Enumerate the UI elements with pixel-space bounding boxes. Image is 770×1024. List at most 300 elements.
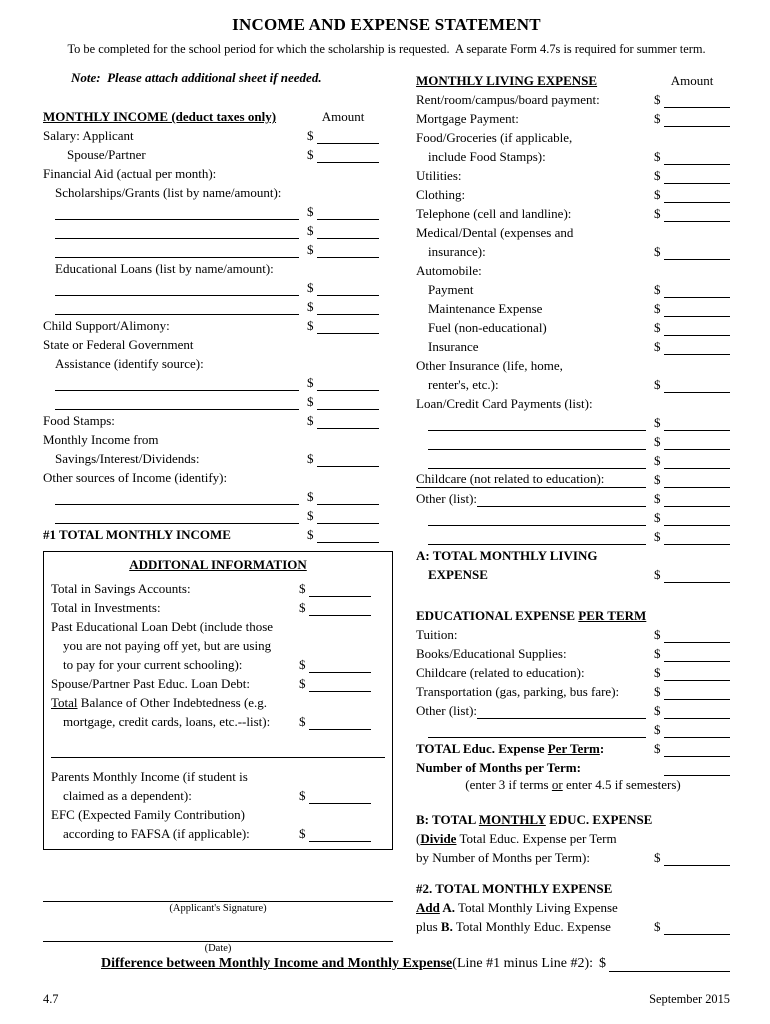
amount-field [654,338,730,355]
months-field [654,762,730,776]
form-row [416,241,730,260]
dollar-sign: $ [654,722,661,737]
form-row [416,681,730,700]
dollar-sign: $ [654,627,661,642]
field-label: include Food Stamps): [428,149,546,164]
form-row [43,353,393,372]
amount-line[interactable] [309,583,371,597]
amount-field [299,675,371,692]
page-title: INCOME AND EXPENSE STATEMENT [232,15,541,34]
dollar-sign: $ [307,223,314,238]
dollar-sign: $ [307,375,314,390]
field-label: Other Insurance (life, home, [416,358,563,373]
amount-line[interactable] [664,493,730,507]
field-label: Total in Savings Accounts: [51,581,191,596]
field-label: Childcare (related to education): [416,665,585,680]
form-row [416,336,730,355]
amount-line[interactable] [664,417,730,431]
form-row [51,692,385,711]
dollar-sign: $ [299,581,306,596]
dollar-sign: $ [654,850,661,865]
field-label: Scholarships/Grants (list by name/amount): [55,185,282,200]
difference-rest: (Line #1 minus Line #2): [452,956,594,971]
b-total-heading [416,811,652,828]
write-in-line[interactable] [55,282,299,296]
total-rest: Balance of Other Indebtedness (e.g. [77,695,268,710]
field-label: Tuition: [416,627,458,642]
form-columns [43,70,730,954]
form-row [416,719,730,738]
field-label: Rent/room/campus/board payment: [416,92,600,107]
a-total-row1 [416,545,730,564]
months-hint [416,776,730,795]
write-in-line[interactable] [55,225,299,239]
amount-line[interactable] [309,659,371,673]
field-label: Transportation (gas, parking, bus fare): [416,684,620,699]
form-row [43,182,393,201]
amount-field [307,374,379,391]
dollar-sign: $ [654,377,661,392]
dollar-sign: $ [654,453,661,468]
amount-field [654,300,730,317]
amount-line[interactable] [317,510,379,524]
months-per-term-label: Number of Months per Term: [416,760,581,775]
form-row [51,739,385,758]
amount-column-header: Amount [321,109,365,124]
amount-field [654,167,730,184]
form-row [51,578,385,597]
amount-line[interactable] [664,667,730,681]
field-label: Telephone (cell and landline): [416,206,572,221]
dollar-sign: $ [654,415,661,430]
form-row [416,507,730,526]
dollar-sign: $ [299,657,306,672]
amount-line[interactable] [317,225,379,239]
write-in-line[interactable] [55,510,299,524]
amount-line[interactable] [317,529,379,543]
total2-heading-row [416,878,730,897]
form-row [416,222,730,241]
amount-line[interactable] [317,130,379,144]
dollar-sign: $ [307,451,314,466]
amount-line[interactable] [664,512,730,526]
form-row [416,165,730,184]
a-letter: A. [439,900,456,915]
amount-line[interactable] [664,724,730,738]
field-label: Fuel (non-educational) [428,320,547,335]
form-row [43,410,393,429]
write-in-line[interactable] [428,724,646,738]
form-row [43,429,393,448]
form-row [416,374,730,393]
amount-field [307,146,379,163]
total2-line1-rest: Total Monthly Living Expense [455,900,618,915]
b-heading-monthly: MONTHLY [478,812,546,827]
additional-information-heading-row [51,557,385,578]
field-label: to pay for your current schooling): [63,657,243,672]
amount-line[interactable] [664,531,730,545]
dollar-sign: $ [654,684,661,699]
dollar-sign: $ [307,147,314,162]
amount-line[interactable] [664,852,730,866]
dollar-sign: $ [654,434,661,449]
amount-line[interactable] [664,686,730,700]
amount-field [654,281,730,298]
write-in-line[interactable] [428,512,646,526]
form-row [416,89,730,108]
amount-field [307,203,379,220]
revision-date: September 2015 [649,992,730,1006]
field-label: Salary: Applicant [43,128,134,143]
dollar-sign: $ [307,413,314,428]
form-row [51,597,385,616]
form-row [51,635,385,654]
dollar-sign: $ [599,956,607,971]
dollar-sign: $ [654,472,661,487]
amount-field [654,664,730,681]
field-label: you are not paying off yet, but are using [63,638,272,653]
dollar-sign: $ [654,741,661,756]
amount-line[interactable] [317,320,379,334]
dollar-sign: $ [654,244,661,259]
amount-line[interactable] [317,377,379,391]
amount-line[interactable] [664,455,730,469]
field-label: Child Support/Alimony: [43,318,170,333]
educational-expense-heading [416,607,646,624]
dollar-sign: $ [299,676,306,691]
amount-field [307,298,379,315]
b-heading-post: EDUC. EXPENSE [545,812,653,827]
amount-field [307,526,379,543]
total-monthly-income-row [43,524,393,543]
dollar-sign: $ [307,128,314,143]
date-line[interactable] [43,926,393,942]
b-line1-rest: Total Educ. Expense per Term [456,831,617,846]
write-in-line[interactable] [55,244,299,258]
amount-line[interactable] [664,151,730,165]
form-row [43,486,393,505]
field-label: Clothing: [416,187,466,202]
form-row [416,298,730,317]
amount-field [654,683,730,700]
field-label: Educational Loans (list by name/amount): [55,261,274,276]
amount-field [299,580,371,597]
amount-line[interactable] [664,322,730,336]
dollar-sign: $ [654,529,661,544]
amount-field [654,243,730,260]
field-label: according to FAFSA (if applicable): [63,826,250,841]
amount-line[interactable] [317,453,379,467]
field-label: Other (list): [416,491,478,506]
field-label: Automobile: [416,263,482,278]
form-row [43,239,393,258]
form-row [416,127,730,146]
form-row [416,431,730,450]
field-label: Medical/Dental (expenses and [416,225,574,240]
form-row [51,654,385,673]
amount-line[interactable] [309,716,371,730]
field-label: Insurance [428,339,479,354]
amount-line[interactable] [317,491,379,505]
form-row [416,146,730,165]
amount-field [307,393,379,410]
amount-line[interactable] [664,436,730,450]
amount-field [307,450,379,467]
form-row [43,372,393,391]
amount-field [307,241,379,258]
write-in-line[interactable] [51,744,385,758]
dollar-sign: $ [654,301,661,316]
dollar-sign: $ [654,282,661,297]
amount-field [307,507,379,524]
total2-line2-label [416,918,611,935]
amount-line[interactable] [317,396,379,410]
field-label: Monthly Income from [43,432,159,447]
amount-field [654,186,730,203]
total-educ-per-term: Per Term [547,741,600,756]
field-label: Utilities: [416,168,462,183]
amount-field [654,702,730,719]
amount-field [307,412,379,429]
dollar-sign: $ [654,491,661,506]
total2-line2-rest: Total Monthly Educ. Expense [452,919,611,934]
page-footer [43,992,730,1007]
hint-pre: (enter 3 if terms [465,777,552,792]
dollar-sign: $ [654,92,661,107]
amount-line[interactable] [664,284,730,298]
dollar-sign: $ [654,646,661,661]
form-row [51,673,385,692]
form-row [416,317,730,336]
form-row [416,662,730,681]
form-row [43,201,393,220]
field-label: Spouse/Partner [67,147,146,162]
amount-line[interactable] [317,415,379,429]
amount-field [654,918,730,935]
amount-line[interactable] [317,206,379,220]
b-heading-pre: B: TOTAL [416,812,479,827]
amount-line[interactable] [664,341,730,355]
field-label: Food Stamps: [43,413,115,428]
amount-field [654,509,730,526]
amount-field [654,110,730,127]
amount-line[interactable] [309,828,371,842]
form-number: 4.7 [43,992,59,1006]
applicant-signature-line[interactable] [43,886,393,902]
form-row [43,163,393,182]
educational-expense-header-row [416,605,730,624]
amount-field [307,317,379,334]
amount-field [654,528,730,545]
field-label: insurance): [428,244,486,259]
amount-line[interactable] [664,113,730,127]
amount-field [307,222,379,239]
write-in-line[interactable] [55,301,299,315]
form-row [416,393,730,412]
amount-line[interactable] [317,282,379,296]
form-row [51,804,385,823]
amount-field [307,279,379,296]
write-in-line[interactable] [477,705,646,719]
field-label: Food/Groceries (if applicable, [416,130,573,145]
amount-line[interactable] [309,678,371,692]
form-row [416,450,730,469]
amount-line[interactable] [664,303,730,317]
form-row [416,184,730,203]
amount-line[interactable] [664,474,730,488]
total-educ-expense-row [416,738,730,757]
dollar-sign: $ [654,149,661,164]
form-row [416,700,730,719]
dollar-sign: $ [307,242,314,257]
form-row [43,125,393,144]
field-label: Past Educational Loan Debt (include those [51,619,274,634]
field-label: Savings/Interest/Dividends: [55,451,200,466]
b-paren: ( [416,831,421,846]
amount-line[interactable] [664,629,730,643]
dollar-sign: $ [299,788,306,803]
amount-line[interactable] [309,790,371,804]
amount-field [299,825,371,842]
amount-line[interactable] [664,94,730,108]
amount-field [299,713,371,730]
dollar-sign: $ [654,111,661,126]
amount-line[interactable] [664,705,730,719]
write-in-line[interactable] [428,417,646,431]
field-label: Maintenance Expense [428,301,543,316]
write-in-line[interactable] [55,491,299,505]
amount-field [654,205,730,222]
amount-field [654,319,730,336]
form-row [43,391,393,410]
form-row [43,315,393,334]
amount-field [654,849,730,866]
dollar-sign: $ [299,600,306,615]
total2-heading: #2. TOTAL MONTHLY EXPENSE [416,881,613,896]
add-word: Add [416,900,440,915]
dollar-sign: $ [307,204,314,219]
amount-field [654,645,730,662]
dollar-sign: $ [299,826,306,841]
form-row [43,296,393,315]
amount-field [654,566,730,583]
total-word: Total [51,695,78,710]
hint-post: enter 4.5 if semesters) [562,777,681,792]
attach-note: Note: Please attach additional sheet if needed. [71,70,322,85]
field-label: claimed as a dependent): [63,788,192,803]
amount-line[interactable] [664,921,730,935]
total2-line1 [416,897,730,916]
form-row [43,258,393,277]
monthly-income-heading: MONTHLY INCOME (deduct taxes only) [43,109,277,124]
dollar-sign: $ [654,168,661,183]
form-row [43,220,393,239]
a-total-row2 [416,564,730,583]
amount-field [654,721,730,738]
write-in-line[interactable] [428,455,646,469]
form-row [416,260,730,279]
dollar-sign: $ [654,339,661,354]
dollar-sign: $ [307,394,314,409]
dollar-sign: $ [654,510,661,525]
total2-line1-label [416,899,618,916]
write-in-line[interactable] [55,206,299,220]
amount-line[interactable] [664,170,730,184]
amount-field [307,127,379,144]
field-label: Other sources of Income (identify): [43,470,228,485]
form-row [416,526,730,545]
dollar-sign: $ [654,206,661,221]
amount-line[interactable] [664,743,730,757]
signature-block [43,886,393,954]
field-label: Assistance (identify source): [55,356,204,371]
field-label: Total in Investments: [51,600,161,615]
amount-line[interactable] [664,648,730,662]
write-in-line[interactable] [55,377,299,391]
form-row [43,448,393,467]
months-line[interactable] [664,762,730,776]
amount-line[interactable] [317,244,379,258]
amount-field [654,376,730,393]
write-in-line[interactable] [428,531,646,545]
amount-line[interactable] [664,569,730,583]
educational-expense-heading-per-term: PER TERM [578,608,647,623]
form-row [416,469,730,488]
form-row [51,785,385,804]
amount-field [654,740,730,757]
amount-line[interactable] [309,602,371,616]
form-row [416,643,730,662]
dollar-sign: $ [307,527,314,542]
amount-field [299,787,371,804]
b-letter: B. [440,919,453,934]
form-row [416,108,730,127]
amount-line[interactable] [609,958,730,972]
total2-line2 [416,916,730,935]
amount-field [654,626,730,643]
amount-line[interactable] [664,208,730,222]
write-in-line[interactable] [55,396,299,410]
form-row [43,505,393,524]
field-label: State or Federal Government [43,337,194,352]
amount-line[interactable] [664,189,730,203]
form-row [416,412,730,431]
field-label: EFC (Expected Family Contribution) [51,807,245,822]
form-row [51,766,385,785]
amount-field [299,656,371,673]
dollar-sign: $ [654,320,661,335]
amount-field [654,91,730,108]
amount-line[interactable] [317,149,379,163]
total-educ-main: TOTAL Educ. Expense [416,741,548,756]
amount-line[interactable] [317,301,379,315]
field-label: mortgage, credit cards, loans, etc.--list): [63,714,271,729]
amount-field [654,490,730,507]
total-educ-expense-label [416,740,604,757]
form-row [416,203,730,222]
educational-expense-heading-main: EDUCATIONAL EXPENSE [416,608,579,623]
write-in-line[interactable] [428,436,646,450]
amount-line[interactable] [664,379,730,393]
dollar-sign: $ [654,187,661,202]
write-in-line[interactable] [477,493,646,507]
b-line1-label [416,830,617,847]
field-label: Financial Aid (actual per month): [43,166,217,181]
form-row [416,624,730,643]
dollar-sign: $ [654,703,661,718]
field-label: Mortgage Payment: [416,111,519,126]
amount-line[interactable] [664,246,730,260]
